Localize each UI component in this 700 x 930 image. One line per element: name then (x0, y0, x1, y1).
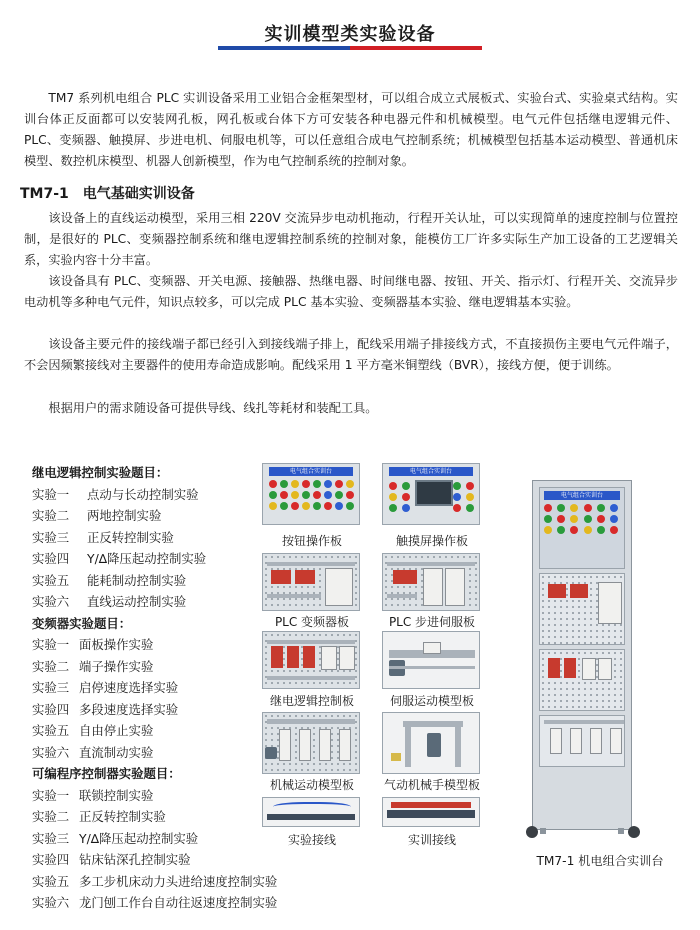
panel-caption: 继电逻辑控制板 (269, 694, 354, 708)
item-name: Y/∆降压起动控制实验 (79, 830, 199, 846)
item-number: 实验六 (32, 895, 70, 910)
item-name: 正反转控制实验 (87, 529, 174, 545)
cabinet-plc-panel (539, 573, 625, 645)
touch-panel-image (382, 463, 480, 525)
list-item (32, 677, 262, 699)
cabinet-leg (618, 828, 624, 834)
button-panel-image (262, 463, 360, 525)
list-item (32, 656, 262, 678)
item-number: 实验四 (32, 551, 70, 566)
panel-caption: 触摸屏操作板 (395, 534, 468, 548)
item-number: 实验一 (32, 787, 70, 803)
list-item (32, 548, 262, 570)
item-name: 钻床钻深孔控制实验 (79, 852, 191, 867)
item-name: 启停速度选择实验 (79, 680, 179, 695)
section-paragraph: 该设备具有 PLC、变频器、开关电源、接触器、热继电器、时间继电器、按钮、开关、指示灯、行程开关、交流异步电动机等多种电气元件，知识点较多，可以完成 PLC 基本实验、变频器基本实验、继电逻辑基本实验。 (24, 274, 678, 309)
panel-plate-label: 电气组合实训台 (389, 467, 473, 476)
caster-wheel-icon (628, 826, 640, 838)
training-cabinet-image (532, 480, 632, 830)
group-title: 可编程序控制器实验题目： (32, 766, 181, 781)
section-paragraph: 该设备主要元件的接线端子都已经引入到接线端子排上，配线采用端子排接线方式，不直接损伤主要电气元件端子，不会因频繁接线对主要器件的使用寿命造成影响。配线采用 1 平方毫米铜塑线（BVR），接线方便，便于训练。 (24, 337, 678, 372)
list-item (32, 484, 262, 506)
list-item (32, 849, 262, 871)
wiring-image (262, 797, 360, 827)
list-item (32, 634, 262, 656)
list-item (32, 785, 262, 807)
item-number: 实验四 (32, 852, 70, 867)
item-number: 实验三 (32, 680, 70, 695)
title-underline (218, 46, 482, 50)
item-name: 端子操作实验 (79, 658, 154, 674)
panel-caption: 按钮操作板 (281, 534, 342, 548)
list-item (32, 742, 262, 764)
panel-caption: 机械运动模型板 (269, 778, 354, 792)
caster-wheel-icon (526, 826, 538, 838)
group-title: 继电逻辑控制实验题目： (32, 465, 169, 480)
cabinet-mech-panel (539, 715, 625, 767)
item-number: 实验二 (32, 658, 70, 674)
panel-caption: PLC 变频器板 (274, 615, 350, 629)
item-name: 自由停止实验 (79, 723, 154, 738)
list-item (32, 591, 262, 613)
item-name: 直流制动实验 (79, 744, 154, 760)
panel-plate-label: 电气组合实训台 (269, 467, 353, 476)
item-name: 面板操作实验 (79, 637, 154, 652)
item-name: Y/∆降压起动控制实验 (87, 551, 207, 566)
list-item (32, 720, 262, 742)
list-item (32, 527, 262, 549)
page-title: 实训模型类实验设备 (264, 24, 436, 45)
plc-stepper-panel-image (382, 553, 480, 611)
item-number: 实验一 (32, 637, 70, 652)
pneumatic-panel-image (382, 712, 480, 774)
section-paragraph: 根据用户的需求随设备可提供导线、线扎等耗材和装配工具。 (48, 401, 378, 415)
cabinet-relay-panel (539, 649, 625, 711)
cabinet-plate-label: 电气组合实训台 (544, 491, 620, 500)
title-underline-blue (218, 46, 350, 50)
list-item (32, 699, 262, 721)
panel-caption: 实验接线 (287, 833, 336, 847)
panel-caption: 气动机械手模型板 (383, 778, 480, 792)
item-name: 直线运动控制实验 (87, 594, 187, 609)
group-title: 变频器实验题目： (32, 615, 132, 631)
item-number: 实验三 (32, 529, 70, 545)
touchscreen (415, 480, 453, 506)
left-buttons (389, 482, 411, 518)
item-name: 多段速度选择实验 (79, 701, 179, 717)
item-name: 能耗制动控制实验 (87, 572, 187, 588)
panel-caption: 实训接线 (407, 833, 456, 847)
item-number: 实验一 (32, 486, 70, 502)
list-item (32, 806, 262, 828)
panel-caption: 伺服运动模型板 (389, 694, 474, 708)
item-number: 实验六 (32, 594, 70, 609)
experiment-list (32, 462, 278, 914)
item-number: 实验二 (32, 809, 70, 824)
intro-paragraph: TM7 系列机电组合 PLC 实训设备采用工业铝合金框架型材，可以组合成立式展板式、实验台式、实验桌式结构。实训台体正反面都可以安装网孔板，网孔板或台体下方可安装各种电器元件和机械模型。电气元件包括继电逻辑元件、PLC、变频器、触摸屏、步进电机、伺服电机等，可以任意组合成电气控制系统；机械模型包括基本运动模型、普通机床模型、数控机床模型、机器人创新模型，作为电气控制系统的控制对象。 (24, 91, 678, 168)
list-item (32, 505, 262, 527)
item-number: 实验四 (32, 701, 70, 717)
item-name: 两地控制实验 (87, 508, 162, 523)
indicator-buttons (269, 480, 353, 510)
right-buttons (453, 482, 475, 518)
item-name: 龙门刨工作台自动往返速度控制实验 (79, 895, 278, 910)
item-name: 多工步机床动力头进给速度控制实验 (79, 873, 278, 889)
cabinet-control-panel (539, 487, 625, 569)
cabinet-leg (540, 828, 546, 834)
item-number: 实验三 (32, 830, 70, 846)
item-number: 实验五 (32, 873, 70, 889)
training-wiring-image (382, 797, 480, 827)
item-number: 实验二 (32, 508, 70, 523)
plc-vfd-panel-image (262, 553, 360, 611)
mech-panel-image (262, 712, 360, 774)
section-heading: TM7-1 电气基础实训设备 (20, 186, 195, 202)
item-number: 实验五 (32, 572, 70, 588)
relay-panel-image (262, 631, 360, 689)
item-number: 实验五 (32, 723, 70, 738)
list-item (32, 828, 262, 850)
list-item (32, 892, 278, 914)
section-paragraph: 该设备上的直线运动模型，采用三相 220V 交流异步电动机拖动，行程开关认址，可以实现简单的速度控制与位置控制，是很好的 PLC、变频器控制系统和继电逻辑控制系统的控制对象，能模仿工厂许多实际生产加工设备的工艺逻辑关系，实验内容十分丰富。 (24, 211, 678, 267)
cabinet-caption: TM7-1 机电组合实训台 (536, 854, 664, 868)
item-number: 实验六 (32, 744, 70, 760)
item-name: 联锁控制实验 (79, 787, 154, 803)
panel-caption: PLC 步进伺服板 (388, 615, 476, 629)
title-underline-red (350, 46, 482, 50)
list-item (32, 570, 262, 592)
item-name: 点动与长动控制实验 (87, 486, 199, 502)
servo-panel-image (382, 631, 480, 689)
item-name: 正反转控制实验 (79, 809, 166, 824)
list-item (32, 871, 278, 893)
